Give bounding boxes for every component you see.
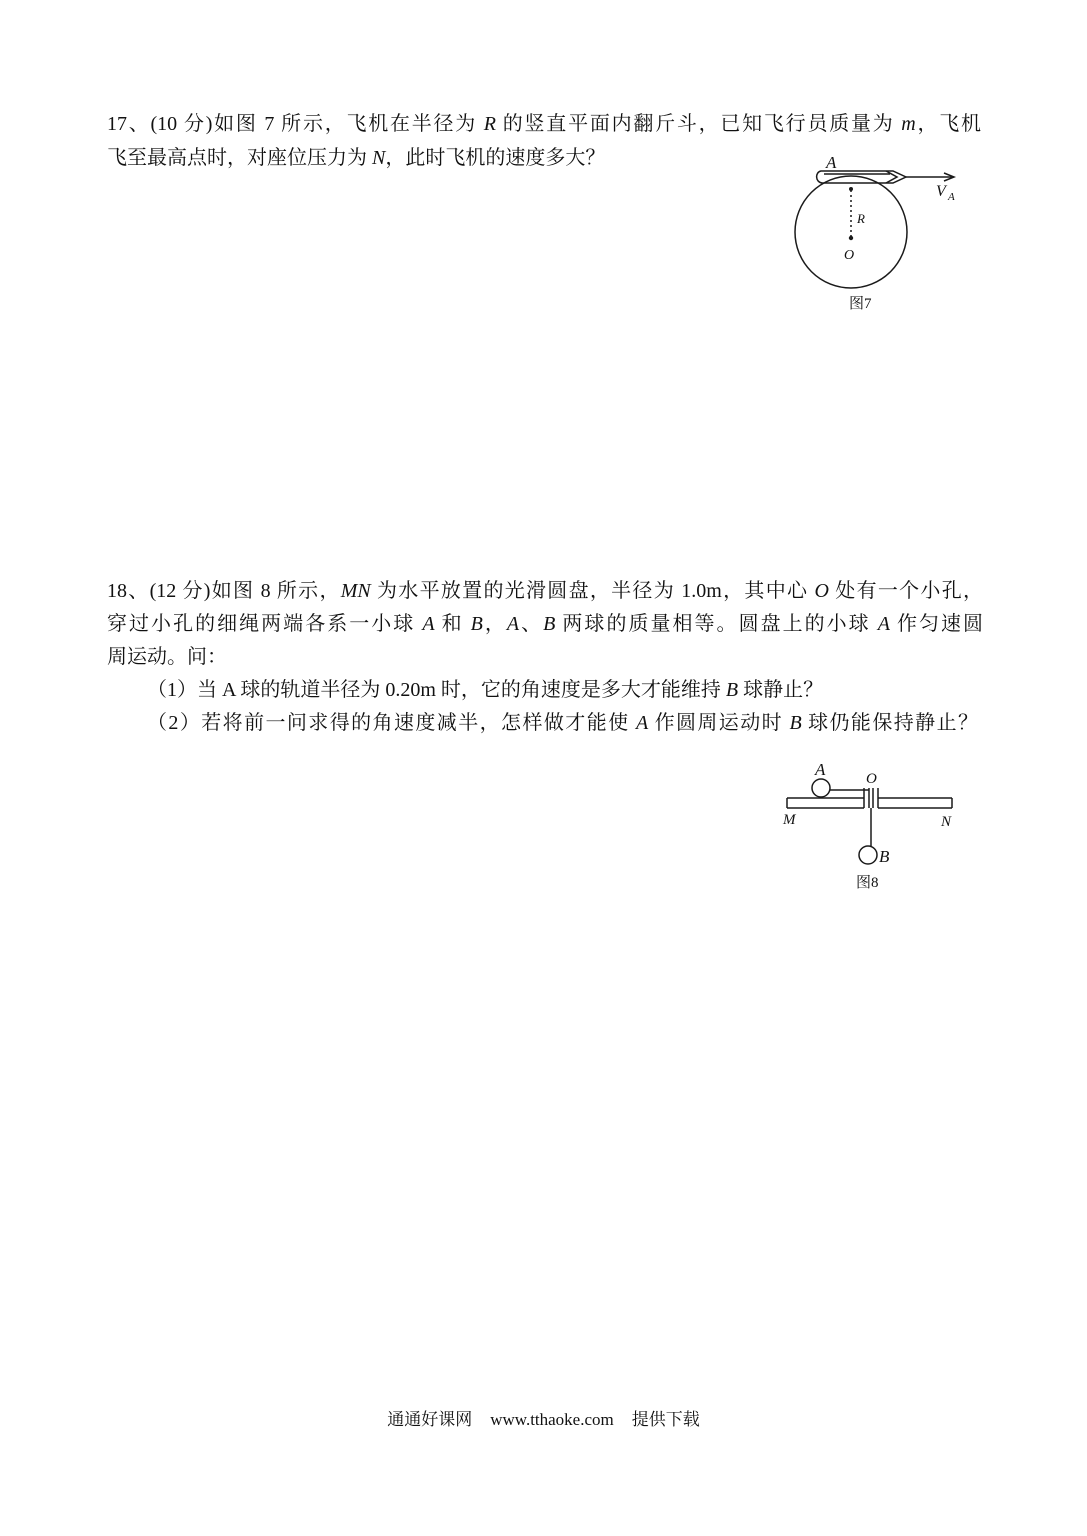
page-footer	[0, 1408, 1087, 1432]
variable-b: B	[470, 613, 483, 635]
text-segment: 18、(12 分)如图 8 所示，	[107, 580, 341, 602]
sub-question-2	[107, 707, 978, 740]
label-b: B	[879, 847, 890, 866]
text-segment: 作匀速圆	[889, 613, 984, 635]
text-segment: （2）若将前一问求得的角速度减半，怎样做才能使	[147, 712, 636, 734]
question-18-line-3	[107, 641, 983, 674]
label-o: O	[866, 771, 877, 787]
footer-site-name: 通通好课网	[387, 1410, 473, 1429]
variable-a: A	[877, 613, 890, 635]
question-18-line-1	[107, 575, 983, 608]
text-segment: 球仍能保持静止？	[801, 712, 978, 734]
variable-a: A	[422, 613, 435, 635]
variable-r: R	[483, 113, 497, 135]
center-hole	[864, 788, 878, 808]
variable-n: N	[372, 147, 386, 169]
ball-a	[812, 779, 830, 797]
footer-suffix: 提供下载	[631, 1410, 700, 1429]
label-o: O	[844, 248, 855, 263]
sub-question-1	[107, 674, 983, 707]
question-18-line-2	[107, 608, 983, 641]
text-segment: 和	[434, 613, 471, 635]
figure-7	[780, 140, 980, 315]
label-a: A	[826, 153, 837, 172]
text-segment: ，飞机	[915, 113, 982, 135]
label-m: M	[783, 812, 796, 828]
text-segment: 的竖直平面内翻斤斗，已知飞行员质量为	[496, 113, 902, 135]
variable-b: B	[543, 613, 556, 635]
text-segment: 为水平放置的光滑圆盘，半径为 1.0m，其中心	[370, 580, 815, 602]
center-point	[849, 236, 853, 240]
label-n: N	[941, 814, 952, 830]
label-r: R	[857, 211, 865, 226]
label-a: A	[815, 760, 826, 779]
text-segment: 作圆周运动时	[648, 712, 790, 734]
text-segment: 两球的质量相等。圆盘上的小球	[555, 613, 878, 635]
variable-mn: MN	[340, 580, 371, 602]
text-segment: ，此时飞机的速度多大？	[385, 147, 606, 169]
variable-b: B	[789, 712, 802, 734]
figure-8	[780, 755, 965, 895]
variable-a: A	[635, 712, 649, 734]
question-18	[107, 575, 983, 740]
top-point	[849, 187, 853, 191]
text-segment: ，	[482, 613, 507, 635]
ball-b	[859, 846, 877, 864]
footer-url: www.tthaoke.com	[490, 1410, 614, 1429]
figure-caption: 图8	[856, 875, 879, 891]
question-17-line-1	[107, 107, 981, 141]
text-segment: 穿过小孔的细绳两端各系一小球	[107, 613, 423, 635]
text-segment: 17、(10 分)如图 7 所示，飞机在半径为	[107, 113, 484, 135]
label-v: V	[936, 183, 946, 200]
text-segment: 球静止？	[738, 679, 824, 701]
label-v-subscript: A	[948, 191, 955, 203]
text-segment: 周运动。问：	[107, 646, 227, 668]
variable-m: m	[901, 113, 916, 135]
text-segment: 飞至最高点时，对座位压力为	[107, 147, 372, 169]
figure-caption: 图7	[849, 296, 872, 312]
variable-b: B	[725, 679, 739, 701]
text-segment: 处有一个小孔，	[829, 580, 983, 602]
variable-a: A	[506, 613, 520, 635]
variable-o: O	[814, 580, 829, 602]
text-segment: （1）当 A 球的轨道半径为 0.20m 时，它的角速度是多大才能维持	[147, 679, 726, 701]
text-segment: 、	[519, 613, 544, 635]
